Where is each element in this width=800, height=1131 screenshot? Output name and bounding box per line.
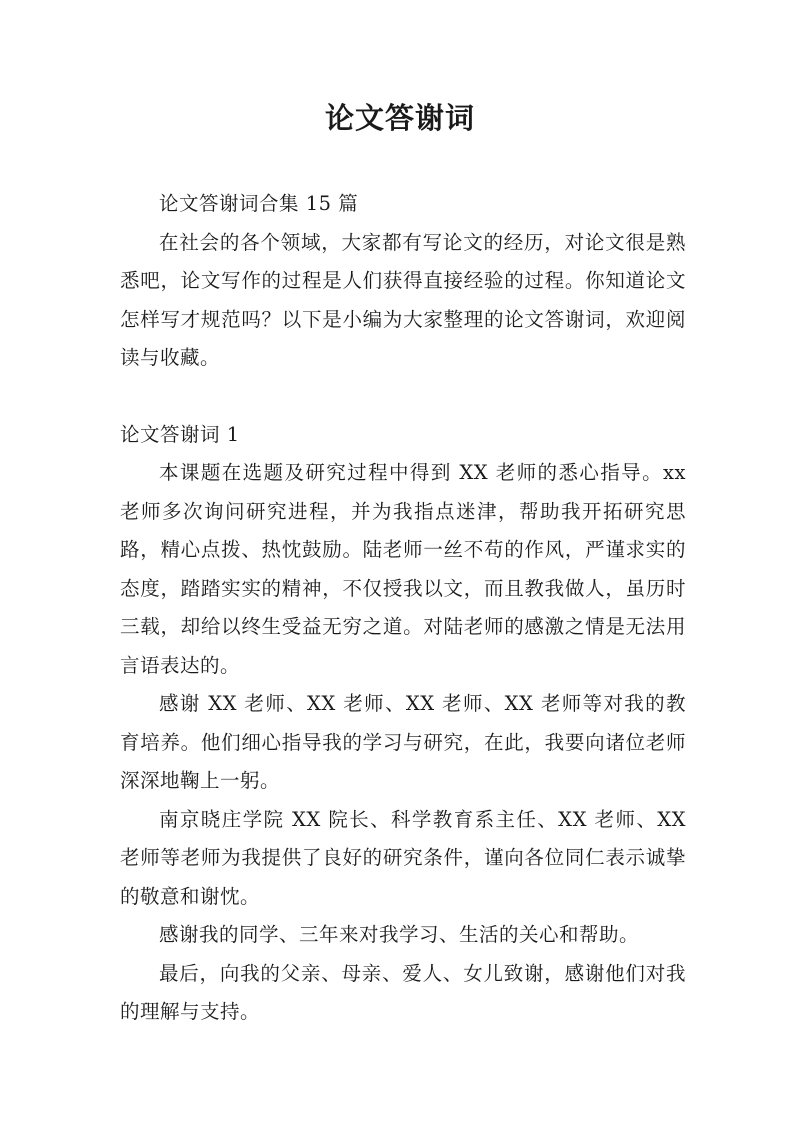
body-paragraph: 感谢 XX 老师、XX 老师、XX 老师、XX 老师等对我的教育培养。他们细心指导我的学习与研究，在此，我要向诸位老师深深地鞠上一躬。: [120, 692, 686, 792]
body-paragraph: 本课题在选题及研究过程中得到 XX 老师的悉心指导。xx 老师多次询问研究进程，并为我指点迷津，帮助我开拓研究思路，精心点拨、热忱鼓励。陆老师一丝不苟的作风，严谨求实的态度，踏踏实实的精神，不仅授我以文，而且教我做人，虽历时三载，却给以终生受益无穷之道。对陆老师的感激之情是无法用言语表达的。: [120, 461, 686, 677]
body-paragraph: 感谢我的同学、三年来对我学习、生活的关心和帮助。: [159, 923, 640, 946]
body-paragraph: 最后，向我的父亲、母亲、爱人、女儿致谢，感谢他们对我的理解与支持。: [120, 961, 686, 1023]
body-paragraph: 南京晓庄学院 XX 院长、科学教育系主任、XX 老师、XX 老师等老师为我提供了良好的研究条件，谨向各位同仁表示诚挚的敬意和谢忱。: [120, 807, 686, 908]
paragraph-spacer: [120, 378, 686, 416]
document-body: [120, 185, 686, 1032]
intro-subtitle: 论文答谢词合集 15 篇: [159, 192, 359, 215]
section-heading: 论文答谢词 1: [120, 422, 240, 446]
page-title: 论文答谢词: [324, 101, 475, 135]
intro-paragraph: 在社会的各个领域，大家都有写论文的经历，对论文很是熟悉吧，论文写作的过程是人们获得直接经验的过程。你知道论文怎样写才规范吗？以下是小编为大家整理的论文答谢词，欢迎阅读与收藏。: [120, 230, 686, 369]
